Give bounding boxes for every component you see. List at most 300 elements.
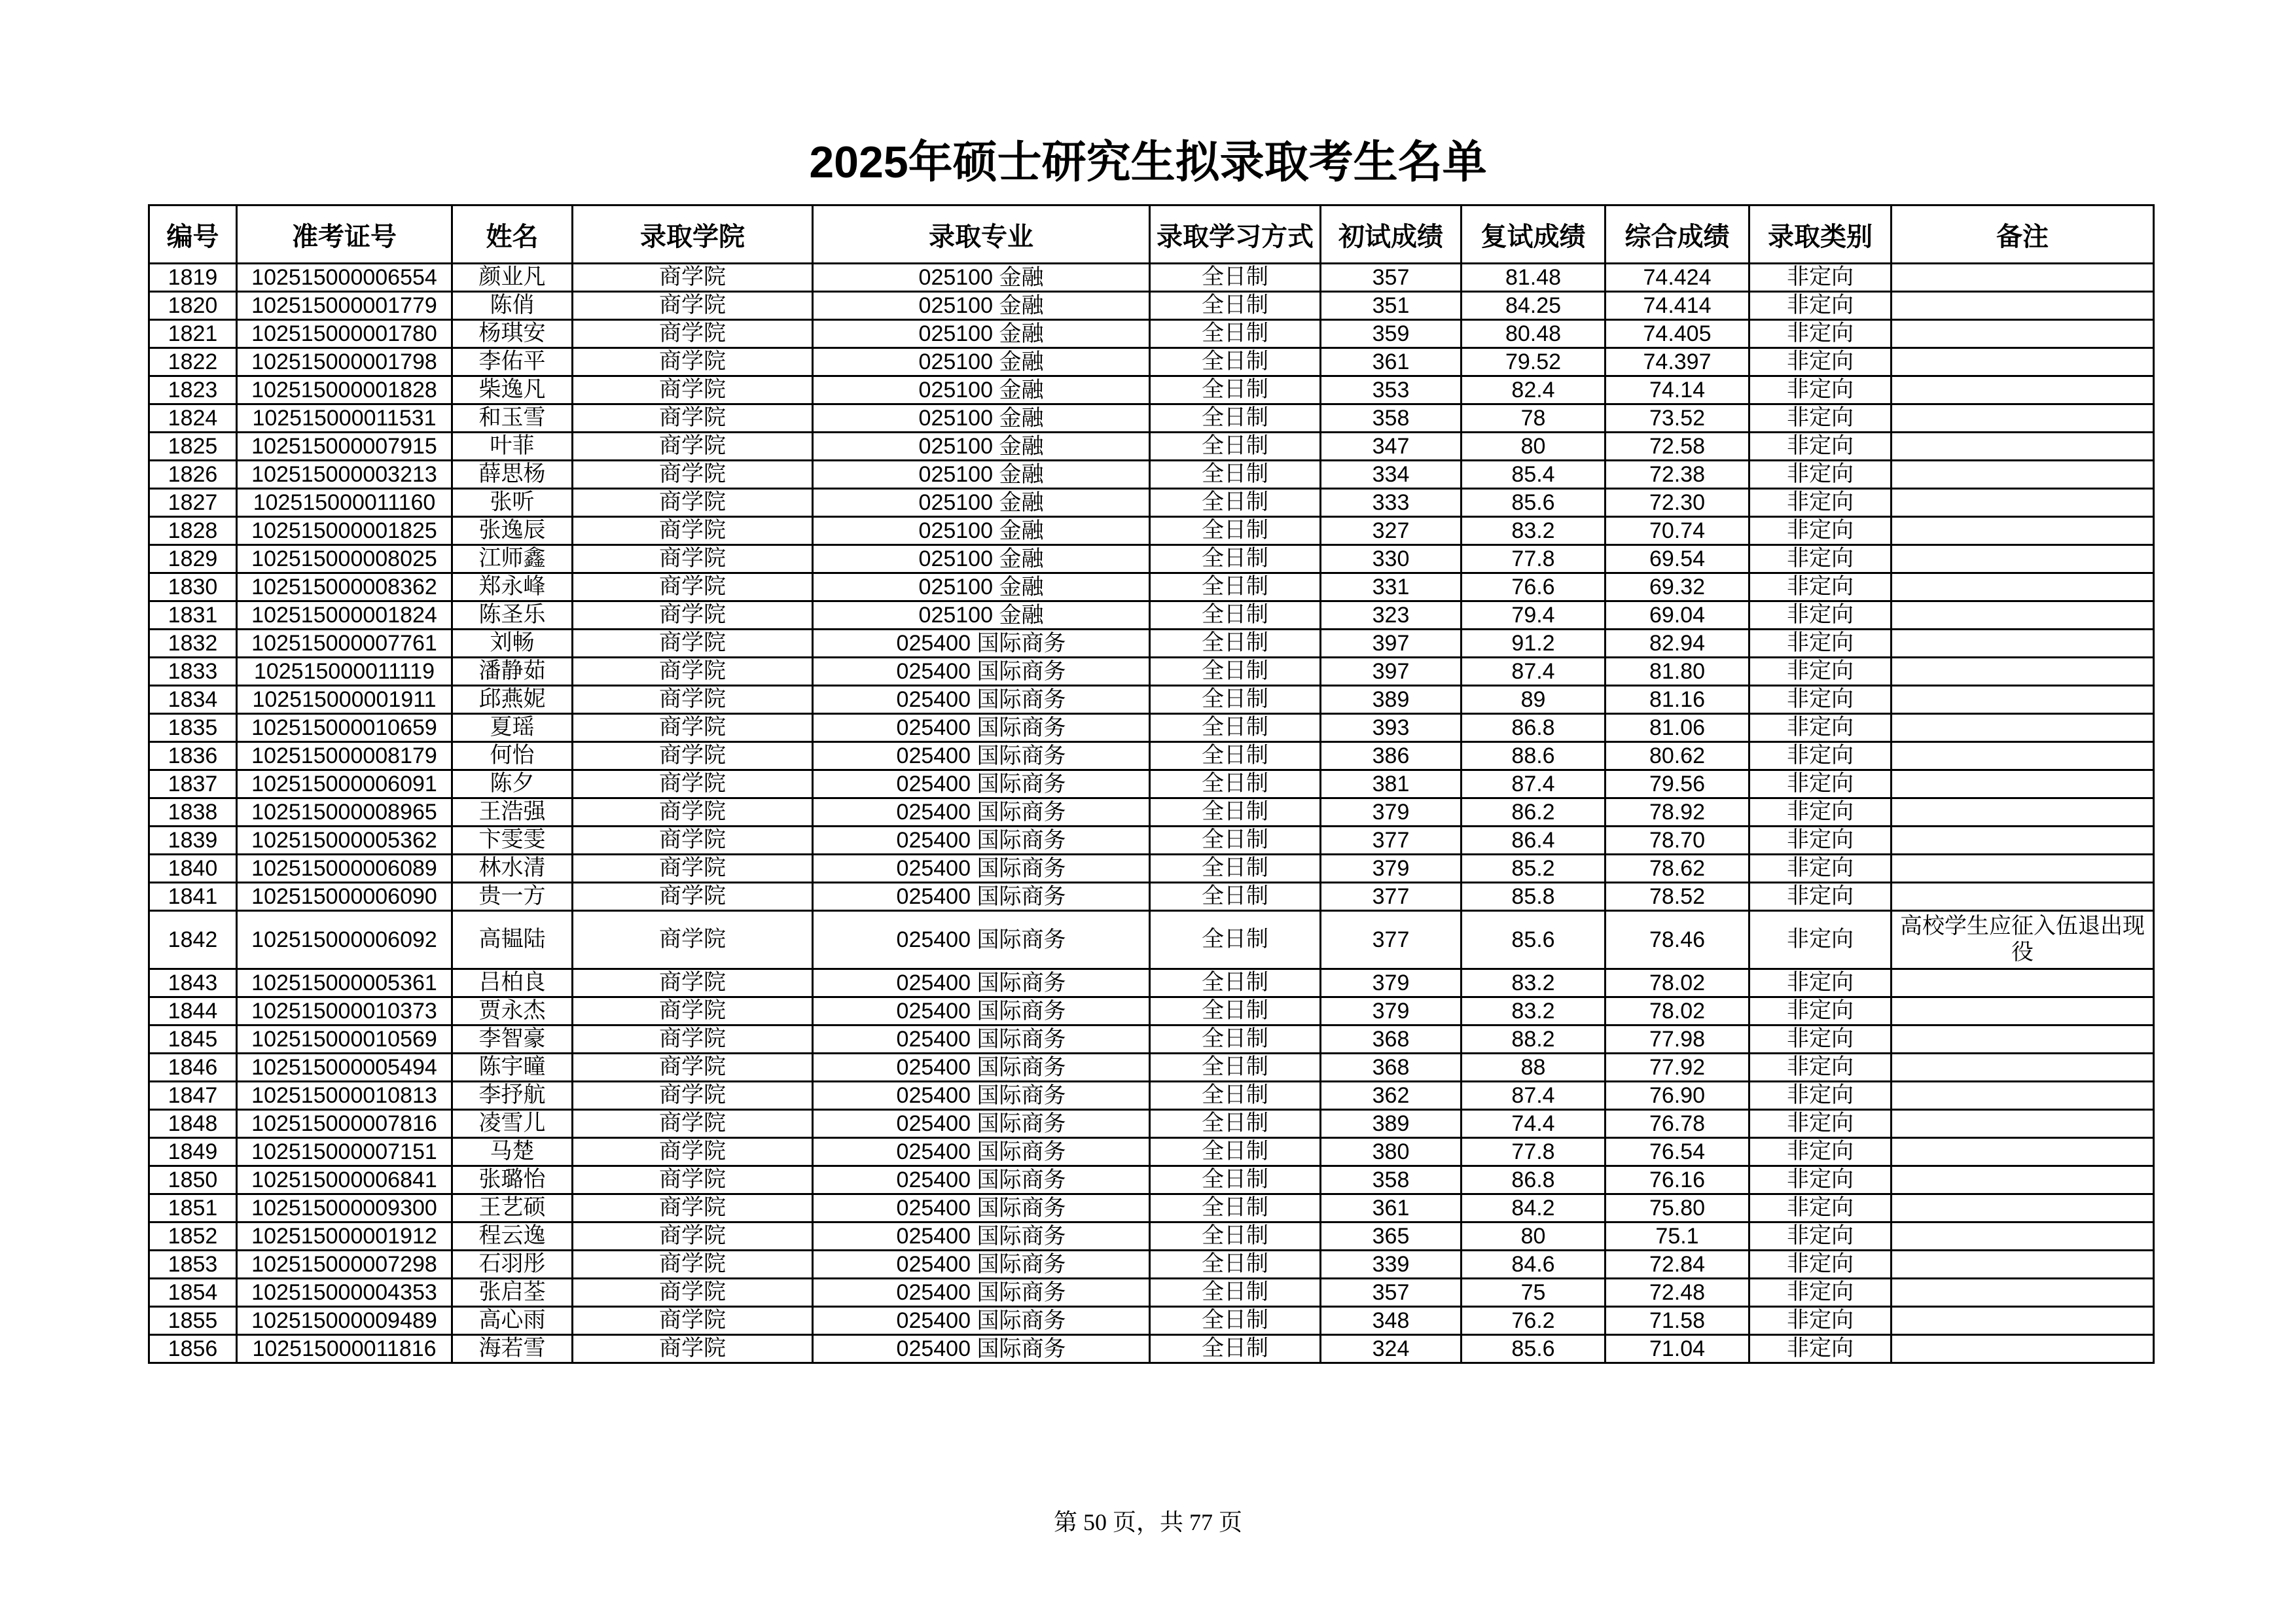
cell-name: 吕柏良	[452, 969, 573, 997]
cell-college: 商学院	[573, 404, 813, 433]
cell-mode: 全日制	[1150, 1138, 1321, 1166]
cell-no: 1851	[149, 1194, 237, 1222]
cell-note	[1892, 264, 2154, 292]
cell-name: 陈宇曈	[452, 1054, 573, 1082]
cell-retest-score: 86.8	[1462, 714, 1605, 742]
header-college: 录取学院	[573, 205, 813, 264]
cell-category: 非定向	[1749, 630, 1892, 658]
cell-no: 1821	[149, 320, 237, 348]
cell-exam-id: 102515000009489	[237, 1307, 452, 1335]
cell-name: 李智豪	[452, 1026, 573, 1054]
cell-mode: 全日制	[1150, 911, 1321, 969]
table-row	[149, 264, 2154, 292]
cell-major: 025400 国际商务	[813, 1279, 1150, 1307]
cell-category: 非定向	[1749, 714, 1892, 742]
cell-major: 025100 金融	[813, 461, 1150, 489]
cell-exam-id: 102515000004353	[237, 1279, 452, 1307]
cell-total-score: 74.414	[1605, 292, 1749, 320]
cell-college: 商学院	[573, 601, 813, 630]
cell-category: 非定向	[1749, 348, 1892, 376]
cell-name: 叶菲	[452, 433, 573, 461]
cell-exam-id: 102515000009300	[237, 1194, 452, 1222]
cell-category: 非定向	[1749, 883, 1892, 911]
cell-exam-id: 102515000008179	[237, 742, 452, 770]
cell-no: 1836	[149, 742, 237, 770]
cell-retest-score: 78	[1462, 404, 1605, 433]
cell-no: 1846	[149, 1054, 237, 1082]
table-row	[149, 997, 2154, 1026]
cell-no: 1848	[149, 1110, 237, 1138]
cell-total-score: 76.16	[1605, 1166, 1749, 1194]
cell-note	[1892, 404, 2154, 433]
cell-no: 1855	[149, 1307, 237, 1335]
cell-mode: 全日制	[1150, 855, 1321, 883]
cell-note	[1892, 573, 2154, 601]
cell-total-score: 78.46	[1605, 911, 1749, 969]
cell-category: 非定向	[1749, 827, 1892, 855]
cell-note	[1892, 997, 2154, 1026]
cell-college: 商学院	[573, 969, 813, 997]
cell-category: 非定向	[1749, 1307, 1892, 1335]
cell-name: 张启荃	[452, 1279, 573, 1307]
cell-college: 商学院	[573, 1110, 813, 1138]
table-row	[149, 601, 2154, 630]
cell-retest-score: 76.2	[1462, 1307, 1605, 1335]
table-row	[149, 969, 2154, 997]
cell-exam-id: 102515000010373	[237, 997, 452, 1026]
cell-name: 马楚	[452, 1138, 573, 1166]
cell-initial-score: 368	[1321, 1054, 1462, 1082]
cell-retest-score: 80	[1462, 1222, 1605, 1251]
cell-no: 1830	[149, 573, 237, 601]
cell-note	[1892, 855, 2154, 883]
cell-exam-id: 102515000001780	[237, 320, 452, 348]
cell-note	[1892, 1251, 2154, 1279]
cell-exam-id: 102515000001911	[237, 686, 452, 714]
cell-total-score: 81.16	[1605, 686, 1749, 714]
cell-exam-id: 102515000010659	[237, 714, 452, 742]
cell-mode: 全日制	[1150, 883, 1321, 911]
cell-total-score: 78.62	[1605, 855, 1749, 883]
cell-category: 非定向	[1749, 1082, 1892, 1110]
cell-exam-id: 102515000010813	[237, 1082, 452, 1110]
cell-name: 潘静茹	[452, 658, 573, 686]
cell-mode: 全日制	[1150, 686, 1321, 714]
cell-major: 025400 国际商务	[813, 742, 1150, 770]
cell-mode: 全日制	[1150, 1054, 1321, 1082]
cell-college: 商学院	[573, 1194, 813, 1222]
cell-college: 商学院	[573, 348, 813, 376]
cell-college: 商学院	[573, 997, 813, 1026]
cell-name: 江师鑫	[452, 545, 573, 573]
cell-note	[1892, 320, 2154, 348]
cell-college: 商学院	[573, 742, 813, 770]
cell-mode: 全日制	[1150, 320, 1321, 348]
cell-initial-score: 380	[1321, 1138, 1462, 1166]
cell-major: 025400 国际商务	[813, 1166, 1150, 1194]
cell-exam-id: 102515000006092	[237, 911, 452, 969]
cell-note	[1892, 714, 2154, 742]
cell-no: 1822	[149, 348, 237, 376]
cell-college: 商学院	[573, 1054, 813, 1082]
table-row	[149, 630, 2154, 658]
cell-initial-score: 358	[1321, 1166, 1462, 1194]
cell-total-score: 74.405	[1605, 320, 1749, 348]
cell-major: 025100 金融	[813, 264, 1150, 292]
cell-category: 非定向	[1749, 517, 1892, 545]
cell-exam-id: 102515000011160	[237, 489, 452, 517]
cell-no: 1839	[149, 827, 237, 855]
cell-initial-score: 358	[1321, 404, 1462, 433]
cell-retest-score: 80	[1462, 433, 1605, 461]
cell-exam-id: 102515000005494	[237, 1054, 452, 1082]
cell-mode: 全日制	[1150, 517, 1321, 545]
cell-exam-id: 102515000008025	[237, 545, 452, 573]
header-no: 编号	[149, 205, 237, 264]
cell-initial-score: 362	[1321, 1082, 1462, 1110]
cell-no: 1850	[149, 1166, 237, 1194]
cell-name: 杨琪安	[452, 320, 573, 348]
cell-college: 商学院	[573, 770, 813, 798]
cell-total-score: 71.04	[1605, 1335, 1749, 1363]
cell-exam-id: 102515000007915	[237, 433, 452, 461]
cell-major: 025400 国际商务	[813, 855, 1150, 883]
cell-retest-score: 77.8	[1462, 1138, 1605, 1166]
cell-exam-id: 102515000006554	[237, 264, 452, 292]
cell-initial-score: 368	[1321, 1026, 1462, 1054]
header-initial-score: 初试成绩	[1321, 205, 1462, 264]
cell-initial-score: 365	[1321, 1222, 1462, 1251]
cell-college: 商学院	[573, 883, 813, 911]
cell-mode: 全日制	[1150, 489, 1321, 517]
cell-note	[1892, 1307, 2154, 1335]
cell-note	[1892, 1222, 2154, 1251]
cell-retest-score: 79.4	[1462, 601, 1605, 630]
cell-major: 025100 金融	[813, 292, 1150, 320]
cell-college: 商学院	[573, 855, 813, 883]
cell-retest-score: 83.2	[1462, 997, 1605, 1026]
table-row	[149, 376, 2154, 404]
cell-college: 商学院	[573, 1026, 813, 1054]
cell-name: 凌雪儿	[452, 1110, 573, 1138]
cell-category: 非定向	[1749, 264, 1892, 292]
cell-college: 商学院	[573, 911, 813, 969]
cell-name: 颜业凡	[452, 264, 573, 292]
cell-college: 商学院	[573, 1251, 813, 1279]
cell-no: 1845	[149, 1026, 237, 1054]
cell-initial-score: 339	[1321, 1251, 1462, 1279]
cell-initial-score: 379	[1321, 969, 1462, 997]
cell-category: 非定向	[1749, 461, 1892, 489]
cell-mode: 全日制	[1150, 1222, 1321, 1251]
cell-category: 非定向	[1749, 658, 1892, 686]
cell-name: 薛思杨	[452, 461, 573, 489]
cell-college: 商学院	[573, 292, 813, 320]
cell-major: 025100 金融	[813, 573, 1150, 601]
cell-category: 非定向	[1749, 1335, 1892, 1363]
cell-mode: 全日制	[1150, 404, 1321, 433]
table-row	[149, 1026, 2154, 1054]
table-row	[149, 489, 2154, 517]
cell-total-score: 78.70	[1605, 827, 1749, 855]
cell-note	[1892, 883, 2154, 911]
header-major: 录取专业	[813, 205, 1150, 264]
cell-name: 张逸辰	[452, 517, 573, 545]
cell-retest-score: 84.25	[1462, 292, 1605, 320]
cell-no: 1827	[149, 489, 237, 517]
cell-category: 非定向	[1749, 1279, 1892, 1307]
cell-major: 025100 金融	[813, 601, 1150, 630]
cell-mode: 全日制	[1150, 827, 1321, 855]
cell-retest-score: 87.4	[1462, 658, 1605, 686]
cell-note	[1892, 1082, 2154, 1110]
cell-exam-id: 102515000007761	[237, 630, 452, 658]
cell-total-score: 81.06	[1605, 714, 1749, 742]
cell-note	[1892, 292, 2154, 320]
cell-note	[1892, 1194, 2154, 1222]
cell-retest-score: 84.2	[1462, 1194, 1605, 1222]
cell-major: 025400 国际商务	[813, 1026, 1150, 1054]
cell-total-score: 72.84	[1605, 1251, 1749, 1279]
cell-name: 陈俏	[452, 292, 573, 320]
cell-major: 025400 国际商务	[813, 1110, 1150, 1138]
cell-major: 025100 金融	[813, 545, 1150, 573]
cell-total-score: 77.92	[1605, 1054, 1749, 1082]
cell-initial-score: 379	[1321, 997, 1462, 1026]
cell-major: 025100 金融	[813, 376, 1150, 404]
cell-mode: 全日制	[1150, 714, 1321, 742]
header-note: 备注	[1892, 205, 2154, 264]
header-category: 录取类别	[1749, 205, 1892, 264]
cell-retest-score: 88.2	[1462, 1026, 1605, 1054]
cell-retest-score: 85.6	[1462, 489, 1605, 517]
cell-initial-score: 351	[1321, 292, 1462, 320]
cell-initial-score: 389	[1321, 686, 1462, 714]
table-row	[149, 714, 2154, 742]
cell-college: 商学院	[573, 1166, 813, 1194]
cell-note	[1892, 1110, 2154, 1138]
cell-college: 商学院	[573, 1307, 813, 1335]
cell-mode: 全日制	[1150, 433, 1321, 461]
cell-retest-score: 85.4	[1462, 461, 1605, 489]
cell-mode: 全日制	[1150, 545, 1321, 573]
cell-mode: 全日制	[1150, 264, 1321, 292]
cell-initial-score: 361	[1321, 1194, 1462, 1222]
cell-mode: 全日制	[1150, 1026, 1321, 1054]
cell-college: 商学院	[573, 1335, 813, 1363]
cell-total-score: 73.52	[1605, 404, 1749, 433]
cell-total-score: 76.54	[1605, 1138, 1749, 1166]
cell-major: 025400 国际商务	[813, 1082, 1150, 1110]
cell-category: 非定向	[1749, 1251, 1892, 1279]
cell-category: 非定向	[1749, 1110, 1892, 1138]
cell-retest-score: 83.2	[1462, 969, 1605, 997]
cell-no: 1847	[149, 1082, 237, 1110]
cell-retest-score: 85.8	[1462, 883, 1605, 911]
header-row	[149, 205, 2154, 264]
cell-mode: 全日制	[1150, 969, 1321, 997]
cell-category: 非定向	[1749, 292, 1892, 320]
cell-mode: 全日制	[1150, 742, 1321, 770]
cell-retest-score: 88.6	[1462, 742, 1605, 770]
table-row	[149, 433, 2154, 461]
cell-name: 石羽彤	[452, 1251, 573, 1279]
cell-total-score: 71.58	[1605, 1307, 1749, 1335]
cell-mode: 全日制	[1150, 573, 1321, 601]
cell-name: 程云逸	[452, 1222, 573, 1251]
cell-name: 郑永峰	[452, 573, 573, 601]
cell-mode: 全日制	[1150, 292, 1321, 320]
cell-initial-score: 379	[1321, 798, 1462, 827]
cell-note	[1892, 658, 2154, 686]
cell-retest-score: 87.4	[1462, 770, 1605, 798]
cell-note	[1892, 545, 2154, 573]
cell-total-score: 80.62	[1605, 742, 1749, 770]
cell-major: 025400 国际商务	[813, 911, 1150, 969]
cell-retest-score: 81.48	[1462, 264, 1605, 292]
cell-college: 商学院	[573, 376, 813, 404]
table-row	[149, 1222, 2154, 1251]
cell-note	[1892, 686, 2154, 714]
cell-note	[1892, 969, 2154, 997]
cell-no: 1843	[149, 969, 237, 997]
cell-note	[1892, 1138, 2154, 1166]
cell-initial-score: 377	[1321, 827, 1462, 855]
cell-retest-score: 74.4	[1462, 1110, 1605, 1138]
cell-exam-id: 102515000007298	[237, 1251, 452, 1279]
cell-exam-id: 102515000006089	[237, 855, 452, 883]
cell-name: 贾永杰	[452, 997, 573, 1026]
cell-major: 025100 金融	[813, 517, 1150, 545]
cell-total-score: 69.04	[1605, 601, 1749, 630]
cell-no: 1849	[149, 1138, 237, 1166]
cell-total-score: 77.98	[1605, 1026, 1749, 1054]
cell-college: 商学院	[573, 686, 813, 714]
cell-major: 025400 国际商务	[813, 1194, 1150, 1222]
cell-no: 1835	[149, 714, 237, 742]
cell-name: 陈圣乐	[452, 601, 573, 630]
cell-note	[1892, 376, 2154, 404]
cell-category: 非定向	[1749, 1026, 1892, 1054]
cell-note	[1892, 433, 2154, 461]
cell-exam-id: 102515000001825	[237, 517, 452, 545]
cell-category: 非定向	[1749, 770, 1892, 798]
cell-initial-score: 331	[1321, 573, 1462, 601]
cell-retest-score: 76.6	[1462, 573, 1605, 601]
cell-major: 025400 国际商务	[813, 798, 1150, 827]
cell-mode: 全日制	[1150, 1110, 1321, 1138]
cell-college: 商学院	[573, 827, 813, 855]
cell-major: 025100 金融	[813, 433, 1150, 461]
cell-major: 025400 国际商务	[813, 1307, 1150, 1335]
cell-initial-score: 359	[1321, 320, 1462, 348]
cell-initial-score: 324	[1321, 1335, 1462, 1363]
admission-table	[148, 204, 2155, 1364]
cell-college: 商学院	[573, 433, 813, 461]
cell-note	[1892, 517, 2154, 545]
cell-initial-score: 361	[1321, 348, 1462, 376]
cell-category: 非定向	[1749, 404, 1892, 433]
table-row	[149, 1138, 2154, 1166]
table-row	[149, 545, 2154, 573]
table-row	[149, 798, 2154, 827]
cell-category: 非定向	[1749, 798, 1892, 827]
cell-major: 025400 国际商务	[813, 969, 1150, 997]
cell-category: 非定向	[1749, 489, 1892, 517]
cell-category: 非定向	[1749, 1138, 1892, 1166]
cell-exam-id: 102515000010569	[237, 1026, 452, 1054]
cell-name: 林水清	[452, 855, 573, 883]
cell-no: 1832	[149, 630, 237, 658]
cell-no: 1856	[149, 1335, 237, 1363]
cell-mode: 全日制	[1150, 798, 1321, 827]
table-row	[149, 1279, 2154, 1307]
header-retest-score: 复试成绩	[1462, 205, 1605, 264]
cell-retest-score: 82.4	[1462, 376, 1605, 404]
cell-category: 非定向	[1749, 433, 1892, 461]
cell-major: 025400 国际商务	[813, 1054, 1150, 1082]
cell-exam-id: 102515000006091	[237, 770, 452, 798]
cell-note	[1892, 1054, 2154, 1082]
table-row	[149, 770, 2154, 798]
cell-mode: 全日制	[1150, 630, 1321, 658]
cell-no: 1826	[149, 461, 237, 489]
cell-note	[1892, 827, 2154, 855]
table-row	[149, 517, 2154, 545]
cell-exam-id: 102515000001798	[237, 348, 452, 376]
cell-category: 非定向	[1749, 573, 1892, 601]
cell-category: 非定向	[1749, 376, 1892, 404]
cell-name: 夏瑶	[452, 714, 573, 742]
cell-college: 商学院	[573, 517, 813, 545]
cell-category: 非定向	[1749, 1166, 1892, 1194]
cell-retest-score: 83.2	[1462, 517, 1605, 545]
cell-name: 王艺硕	[452, 1194, 573, 1222]
cell-major: 025400 国际商务	[813, 827, 1150, 855]
cell-initial-score: 333	[1321, 489, 1462, 517]
header-total-score: 综合成绩	[1605, 205, 1749, 264]
table-row	[149, 1194, 2154, 1222]
cell-name: 海若雪	[452, 1335, 573, 1363]
cell-exam-id: 102515000003213	[237, 461, 452, 489]
cell-mode: 全日制	[1150, 658, 1321, 686]
cell-category: 非定向	[1749, 1194, 1892, 1222]
cell-college: 商学院	[573, 798, 813, 827]
cell-retest-score: 75	[1462, 1279, 1605, 1307]
cell-total-score: 74.397	[1605, 348, 1749, 376]
table-row	[149, 573, 2154, 601]
cell-name: 李佑平	[452, 348, 573, 376]
cell-major: 025400 国际商务	[813, 686, 1150, 714]
table-row	[149, 292, 2154, 320]
cell-name: 刘畅	[452, 630, 573, 658]
cell-major: 025400 国际商务	[813, 1251, 1150, 1279]
page-footer: 第 50 页，共 77 页	[1053, 1509, 1242, 1535]
cell-note	[1892, 1166, 2154, 1194]
cell-name: 张听	[452, 489, 573, 517]
cell-note: 高校学生应征入伍退出现役	[1892, 911, 2154, 969]
cell-exam-id: 102515000005361	[237, 969, 452, 997]
cell-no: 1829	[149, 545, 237, 573]
cell-college: 商学院	[573, 461, 813, 489]
cell-total-score: 79.56	[1605, 770, 1749, 798]
cell-category: 非定向	[1749, 855, 1892, 883]
cell-no: 1833	[149, 658, 237, 686]
cell-major: 025400 国际商务	[813, 630, 1150, 658]
cell-college: 商学院	[573, 630, 813, 658]
cell-name: 高心雨	[452, 1307, 573, 1335]
cell-exam-id: 102515000001779	[237, 292, 452, 320]
